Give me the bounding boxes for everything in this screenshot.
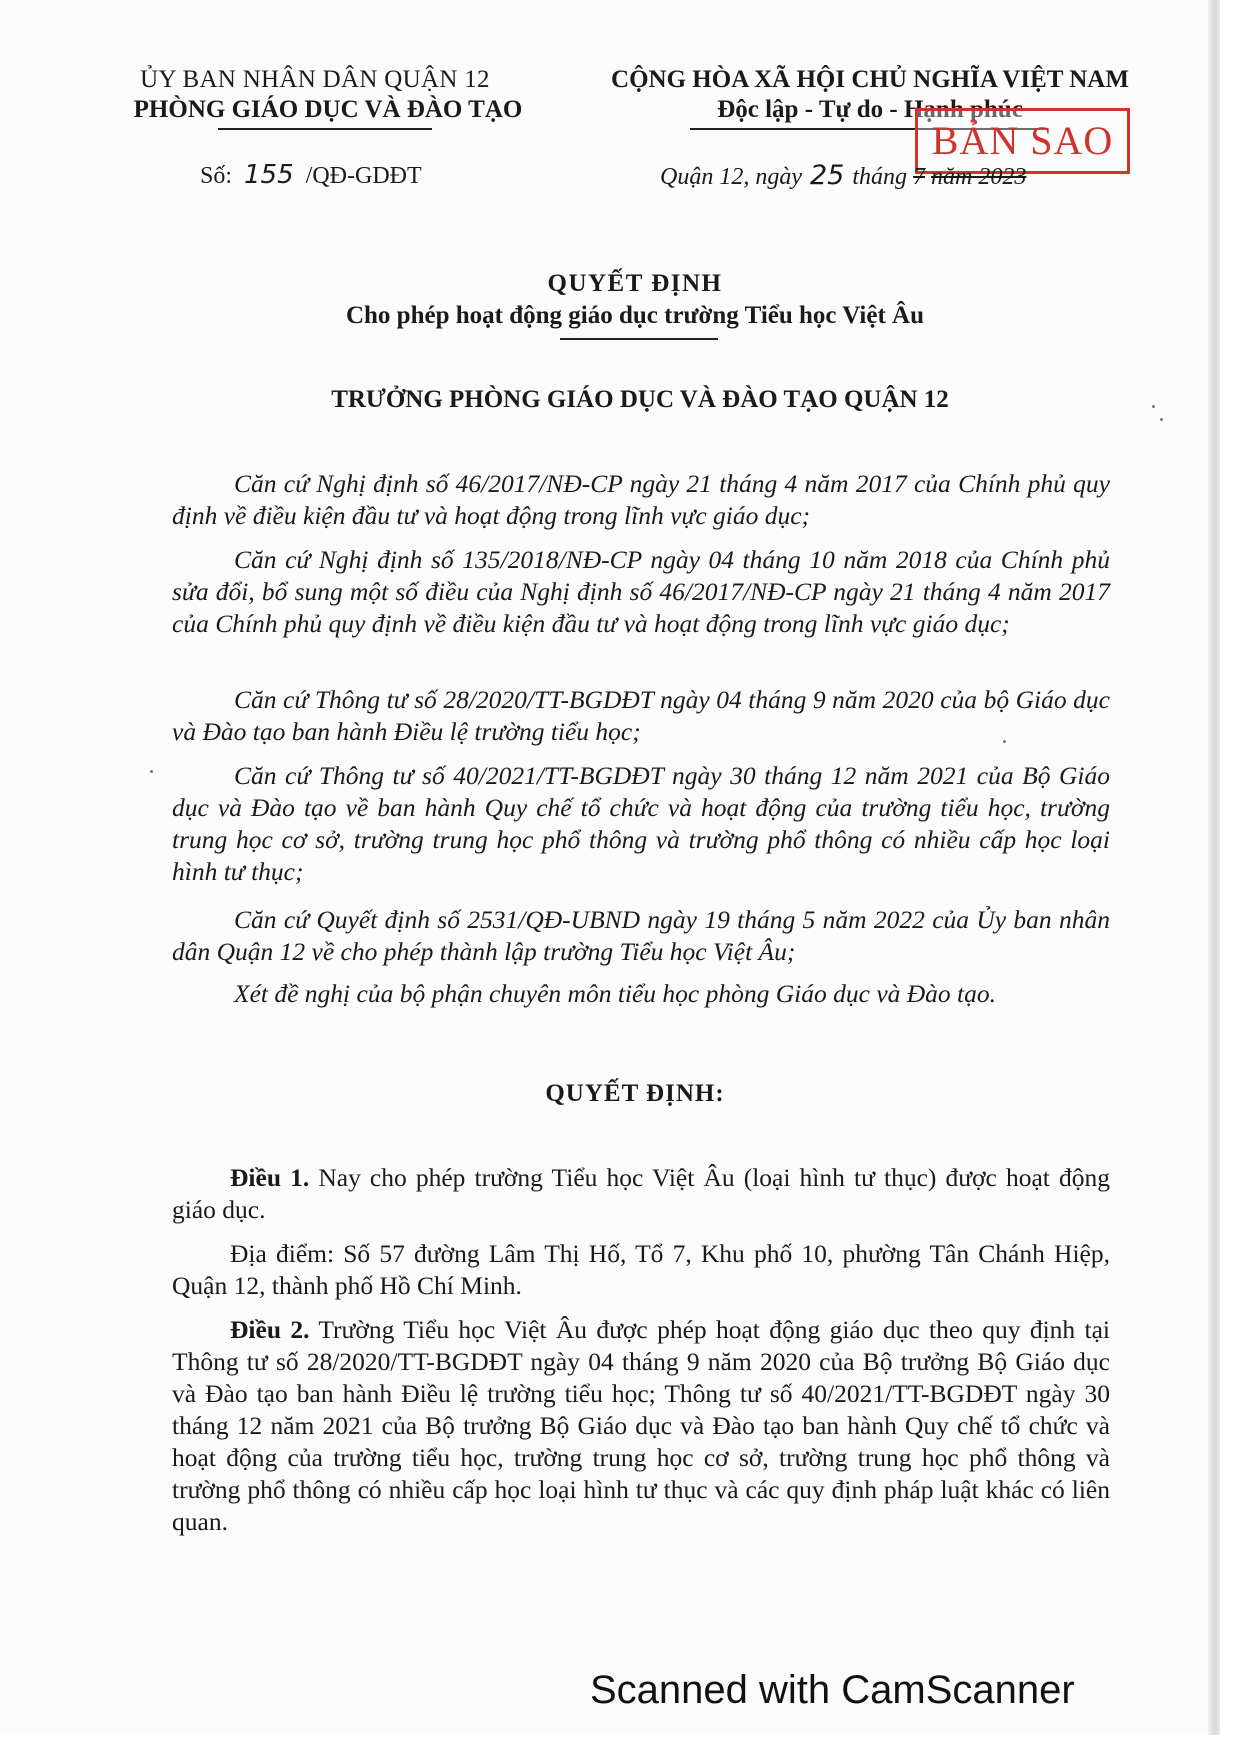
- legal-basis-1: Căn cứ Nghị định số 46/2017/NĐ-CP ngày 21 tháng 4 năm 2017 của Chính phủ quy định về điều kiện đầu tư và hoạt động trong lĩnh vực giáo dục;: [172, 469, 1110, 530]
- article-1-label: Điều 1.: [230, 1163, 310, 1192]
- page-edge-shadow: [1208, 0, 1220, 1735]
- date-month-label: tháng: [852, 164, 908, 190]
- document-date: [660, 160, 1026, 191]
- issuer-underline: [218, 128, 432, 130]
- document-subtitle: Cho phép hoạt động giáo dục trường Tiểu học Việt Âu: [345, 302, 925, 329]
- date-year: năm 2023: [931, 164, 1027, 190]
- document-number: [200, 160, 422, 190]
- legal-basis-2: Căn cứ Nghị định số 135/2018/NĐ-CP ngày 04 tháng 10 năm 2018 của Chính phủ sửa đổi, bổ sung một số điều của Nghị định số 46/2017/NĐ-CP ngày 21 tháng 4 năm 2017 của Chính phủ quy định về điều kiện đầu tư và hoạt động trong lĩnh vực giáo dục;: [172, 545, 1110, 638]
- legal-basis-5: Căn cứ Quyết định số 2531/QĐ-UBND ngày 19 tháng 5 năm 2022 của Ủy ban nhân dân Quận 12 về cho phép thành lập trường Tiểu học Việt Âu;: [172, 905, 1110, 966]
- national-motto: Độc lập - Tự do - Hạnh phúc: [717, 96, 1023, 123]
- article-2: [172, 1314, 1110, 1538]
- legal-basis-4: Căn cứ Thông tư số 40/2021/TT-BGDĐT ngày 30 tháng 12 năm 2021 của Bộ Giáo dục và Đào tạo về ban hành Quy chế tổ chức và hoạt động của trường tiểu học, trường trung học cơ sở, trường trung học phổ thông và trường phổ thông có nhiều cấp học loại hình tư thục;: [172, 761, 1110, 886]
- national-title: CỘNG HÒA XÃ HỘI CHỦ NGHĨA VIỆT NAM: [611, 66, 1129, 93]
- date-prefix: Quận 12, ngày: [660, 164, 802, 190]
- decision-heading: QUYẾT ĐỊNH:: [545, 1080, 725, 1107]
- article-2-label: Điều 2.: [230, 1315, 310, 1344]
- article-2-text: Trường Tiểu học Việt Âu được phép hoạt động giáo dục theo quy định tại Thông tư số 28/2020/TT-BGDĐT ngày 04 tháng 9 năm 2020 của Bộ trưởng Bộ Giáo dục và Đào tạo ban hành Điều lệ trường tiểu học; Thông tư số 40/2021/TT-BGDĐT ngày 30 tháng 12 năm 2021 của Bộ trưởng Bộ Giáo dục và Đào tạo ban hành Quy chế tổ chức và hoạt động của trường tiểu học, trường trung học cơ sở, trường trung học phổ thông và trường phổ thông có nhiều cấp học loại hình tư thục và các quy định pháp luật khác có liên quan.: [172, 1315, 1110, 1536]
- scan-speck: [1160, 418, 1163, 421]
- number-label: Số:: [200, 163, 233, 189]
- scan-speck: [150, 770, 153, 773]
- issuer-line-2: PHÒNG GIÁO DỤC VÀ ĐÀO TẠO: [133, 96, 523, 123]
- issuer-line-1: ỦY BAN NHÂN DÂN QUẬN 12: [140, 66, 490, 93]
- document-title: QUYẾT ĐỊNH: [547, 270, 723, 297]
- scan-speck: [1003, 740, 1006, 743]
- legal-basis-3: Căn cứ Thông tư số 28/2020/TT-BGDĐT ngày 04 tháng 9 năm 2020 của bộ Giáo dục và Đào tạo ban hành Điều lệ trường tiểu học;: [172, 685, 1110, 746]
- article-1: [172, 1162, 1110, 1226]
- article-1-location: Địa điểm: Số 57 đường Lâm Thị Hố, Tổ 7, Khu phố 10, phường Tân Chánh Hiệp, Quận 12, thành phố Hồ Chí Minh.: [172, 1239, 1110, 1300]
- number-suffix: /QĐ-GDĐT: [305, 163, 422, 189]
- date-day: 25: [809, 160, 845, 191]
- article-1-text: Nay cho phép trường Tiểu học Việt Âu (loại hình tư thục) được hoạt động giáo dục.: [172, 1163, 1110, 1224]
- copy-stamp: BẢN SAO: [915, 108, 1130, 174]
- subtitle-underline: [560, 338, 718, 340]
- number-value: 155: [244, 160, 294, 190]
- scan-speck: [1152, 405, 1155, 408]
- date-month: 7: [913, 164, 926, 190]
- proposal-note: Xét đề nghị của bộ phận chuyên môn tiểu học phòng Giáo dục và Đào tạo.: [234, 979, 997, 1008]
- authority-heading: TRƯỞNG PHÒNG GIÁO DỤC VÀ ĐÀO TẠO QUẬN 12: [331, 386, 949, 413]
- scanner-watermark: Scanned with CamScanner: [590, 1668, 1075, 1712]
